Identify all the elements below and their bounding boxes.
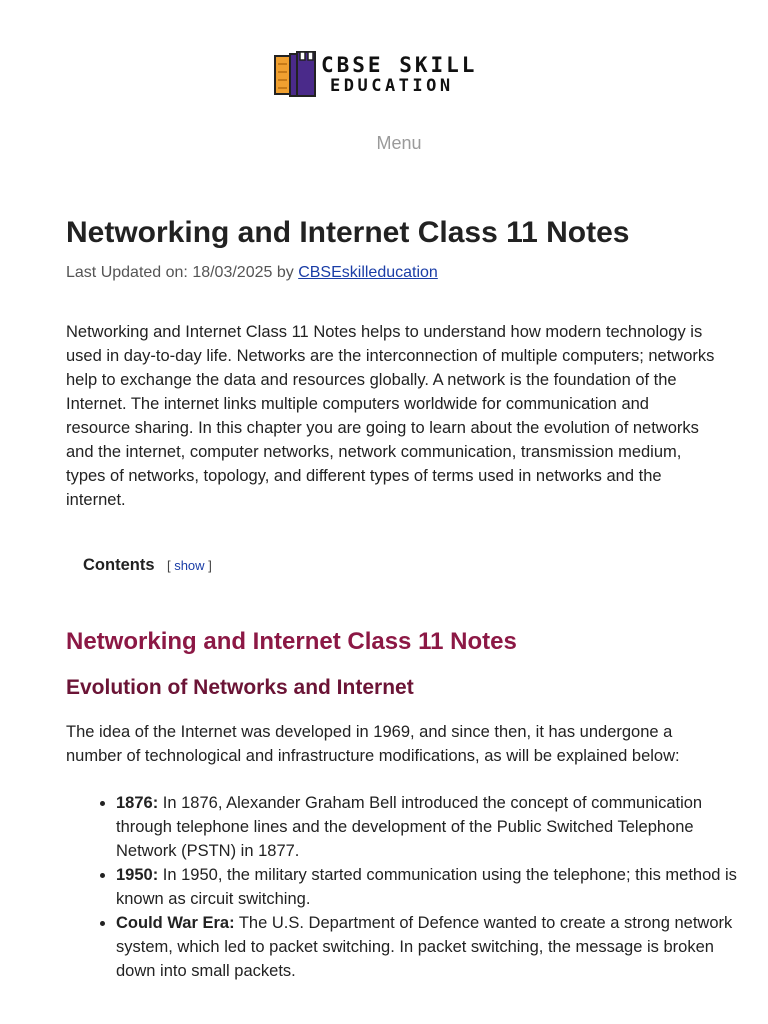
list-item-term: 1950:	[116, 866, 159, 884]
evolution-list	[66, 791, 756, 983]
list-item	[116, 911, 756, 983]
page-title: Networking and Internet Class 11 Notes	[66, 216, 630, 249]
author-link[interactable]: CBSEskilleducation	[298, 264, 438, 281]
post-meta	[66, 264, 438, 282]
list-item-text: The U.S. Department of Defence wanted to create a strong network system, which led to packet switching. In packet switching, the message is broken down into small packets.	[116, 914, 733, 980]
logo-text-line1: CBSE SKILL	[321, 53, 478, 77]
list-item-term: 1876:	[116, 794, 159, 812]
logo-text-line2: EDUCATION	[330, 76, 454, 96]
toc-bracket-open: [	[166, 558, 171, 573]
intro-paragraph: Networking and Internet Class 11 Notes helps to understand how modern technology is used in day-to-day life. Networks are the interconnection of multiple computers; networks help to exchange the data and resources globally. A network is the foundation of the Internet. The internet links multiple computers worldwide for communication and resource sharing. In this chapter you are going to learn about the evolution of networks and the internet, computer networks, network communication, transmission medium, types of networks, topology, and different types of terms used in networks and the internet.	[66, 323, 715, 509]
logo-icon	[272, 50, 318, 98]
list-item-term: Could War Era:	[116, 914, 235, 932]
table-of-contents	[83, 556, 212, 575]
toc-bracket-close: ]	[208, 558, 212, 573]
menu-toggle-button[interactable]: Menu	[376, 133, 422, 153]
last-updated-text: Last Updated on: 18/03/2025 by	[66, 264, 299, 281]
toc-title: Contents	[83, 556, 155, 574]
site-header	[0, 0, 768, 180]
toc-toggle	[167, 558, 212, 573]
list-item-text: In 1950, the military started communication using the telephone; this method is known as circuit switching.	[116, 866, 737, 908]
section-heading: Networking and Internet Class 11 Notes	[66, 628, 517, 655]
subsection-heading: Evolution of Networks and Internet	[66, 676, 414, 699]
evolution-paragraph: The idea of the Internet was developed in 1969, and since then, it has undergone a number of technological and infrastructure modifications, as will be explained below:	[66, 723, 680, 765]
list-item-text: In 1876, Alexander Graham Bell introduced the concept of communication through telephone lines and the development of the Public Switched Telephone Network (PSTN) in 1877.	[116, 794, 703, 860]
site-logo[interactable]	[272, 50, 512, 102]
list-item	[116, 863, 756, 911]
list-item	[116, 791, 756, 863]
toc-show-link[interactable]: show	[174, 558, 205, 573]
